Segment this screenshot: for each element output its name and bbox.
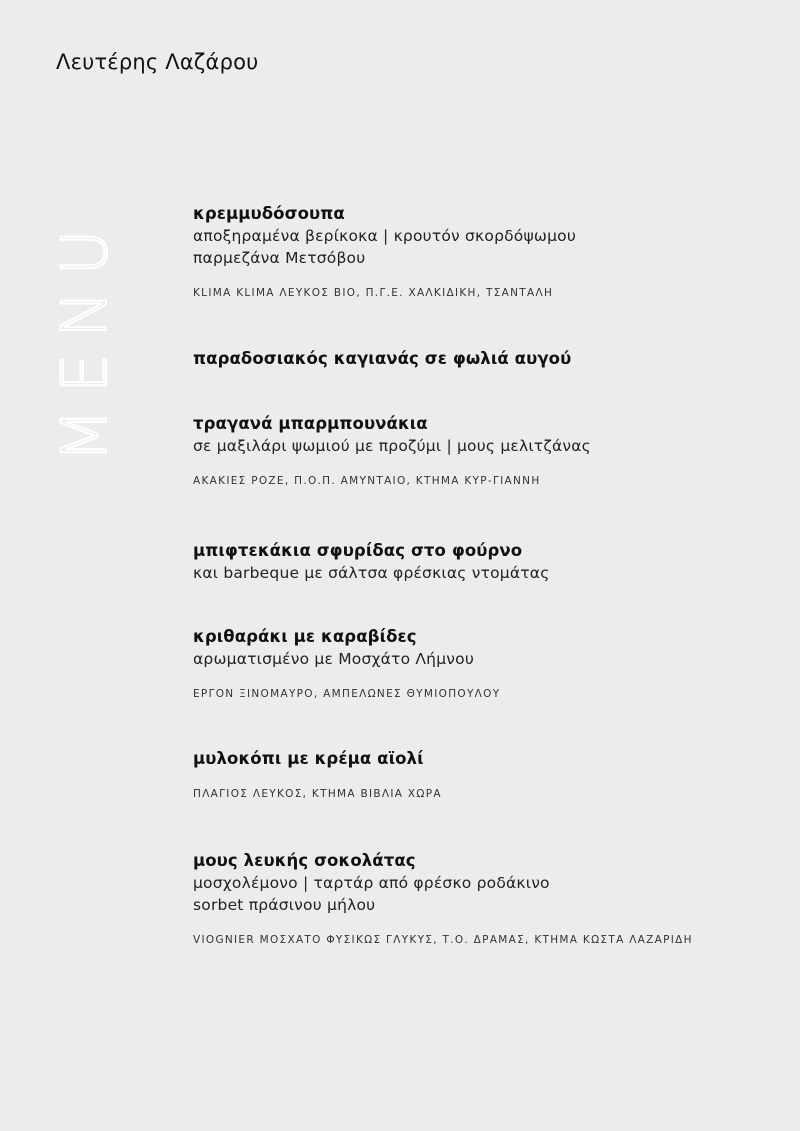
dish-description: αποξηραμένα βερίκοκα | κρουτόν σκορδόψωμου bbox=[193, 227, 576, 245]
wine-pairing: KLIMA KLIMA ΛΕΥΚΟΣ ΒΙΟ, Π.Γ.Ε. ΧΑΛΚΙΔΙΚΗ, ΤΣΑΝΤΑΛΗ bbox=[193, 287, 554, 299]
course-meagre-aioli bbox=[193, 748, 783, 850]
course-onion-soup bbox=[193, 203, 783, 348]
wine-pairing: ΠΛΑΓΙΟΣ ΛΕΥΚΟΣ, ΚΤΗΜΑ ΒΙΒΛΙΑ ΧΩΡΑ bbox=[193, 788, 442, 800]
dish-name: παραδοσιακός καγιανάς σε φωλιά αυγού bbox=[193, 349, 572, 368]
course-grouper-patties bbox=[193, 540, 783, 626]
dish-description: μοσχολέμονο | ταρτάρ από φρέσκο ροδάκινο bbox=[193, 874, 550, 892]
dish-name: μυλοκόπι με κρέμα αϊολί bbox=[193, 749, 424, 768]
wine-pairing: ΕΡΓΟΝ ΞΙΝΟΜΑΥΡΟ, ΑΜΠΕΛΩΝΕΣ ΘΥΜΙΟΠΟΥΛΟΥ bbox=[193, 688, 501, 700]
dish-description: και barbeque με σάλτσα φρέσκιας ντομάτας bbox=[193, 564, 550, 582]
course-white-chocolate-mousse bbox=[193, 850, 783, 950]
menu-title: MENU bbox=[48, 213, 121, 463]
course-kagianas bbox=[193, 348, 783, 413]
course-list bbox=[193, 203, 783, 950]
dish-description: sorbet πράσινου μήλου bbox=[193, 896, 376, 914]
dish-name: τραγανά μπαρμπουνάκια bbox=[193, 414, 428, 433]
dish-name: μους λευκής σοκολάτας bbox=[193, 851, 416, 870]
course-red-mullets bbox=[193, 413, 783, 540]
dish-description: αρωματισμένο με Μοσχάτο Λήμνου bbox=[193, 650, 474, 668]
course-orzo-crayfish bbox=[193, 626, 783, 748]
dish-description: παρμεζάνα Μετσόβου bbox=[193, 249, 366, 267]
chef-name: Λευτέρης Λαζάρου bbox=[56, 50, 259, 74]
dish-name: κρεμμυδόσουπα bbox=[193, 204, 345, 223]
dish-description: σε μαξιλάρι ψωμιού με προζύμι | μους μελιτζάνας bbox=[193, 437, 591, 455]
wine-pairing: ΑΚΑΚΙΕΣ ΡΟΖΕ, Π.Ο.Π. ΑΜΥΝΤΑΙΟ, ΚΤΗΜΑ ΚΥΡ-ΓΙΑΝΝΗ bbox=[193, 475, 541, 487]
dish-name: κριθαράκι με καραβίδες bbox=[193, 627, 417, 646]
wine-pairing: VIOGNIER ΜΟΣΧΑΤΟ ΦΥΣΙΚΩΣ ΓΛΥΚΥΣ, Τ.Ο. ΔΡΑΜΑΣ, ΚΤΗΜΑ ΚΩΣΤΑ ΛΑΖΑΡΙΔΗ bbox=[193, 934, 693, 946]
dish-name: μπιφτεκάκια σφυρίδας στο φούρνο bbox=[193, 541, 523, 560]
